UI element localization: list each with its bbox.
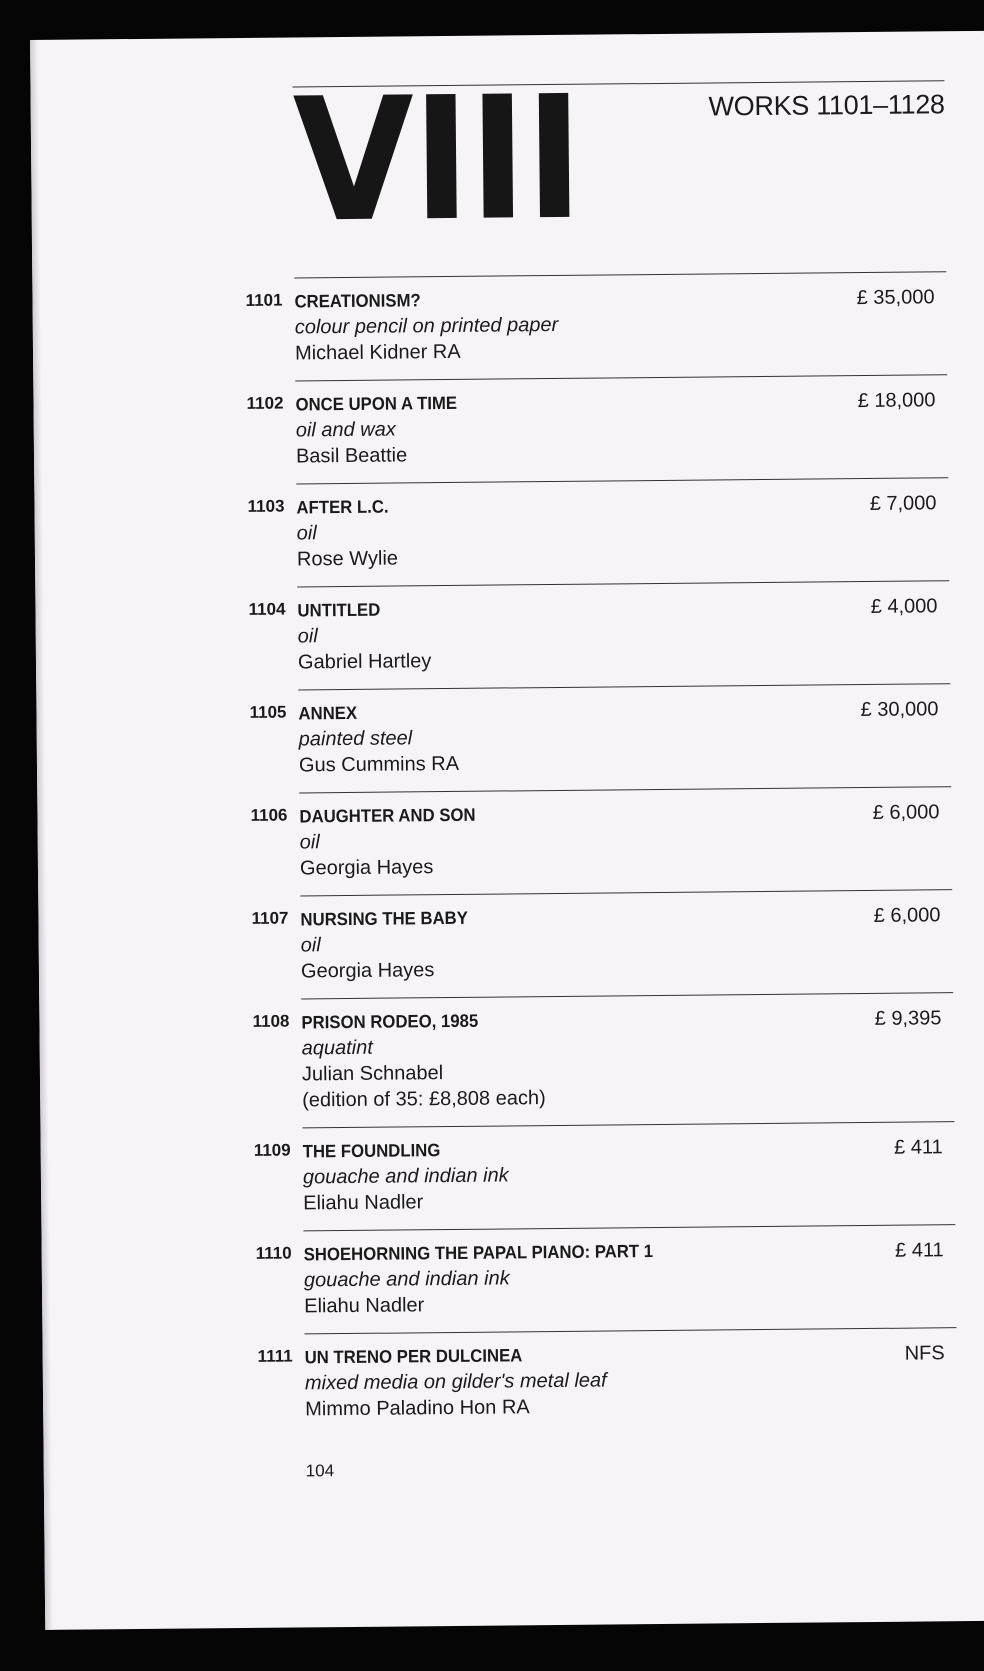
work-artist: Eliahu Nadler — [303, 1191, 424, 1215]
work-entry-1101 — [245, 271, 947, 380]
work-number: 1109 — [253, 1140, 291, 1160]
work-title: THE FOUNDLING — [302, 1140, 441, 1162]
works-list — [32, 271, 984, 1439]
work-price: £ 9,395 — [874, 1007, 942, 1030]
work-price: £ 6,000 — [872, 801, 940, 824]
work-entry-1105 — [249, 683, 951, 792]
work-medium: gouache and indian ink — [302, 1164, 509, 1189]
work-price: NFS — [904, 1342, 945, 1365]
work-medium: oil — [297, 625, 318, 648]
work-entry-1111 — [257, 1327, 957, 1436]
work-entry-1104 — [248, 580, 950, 689]
work-number: 1102 — [246, 393, 284, 413]
work-title: ONCE UPON A TIME — [295, 392, 458, 415]
work-medium: oil — [296, 522, 317, 545]
work-title: NURSING THE BABY — [300, 907, 468, 930]
work-price: £ 30,000 — [860, 698, 939, 722]
work-medium: oil — [300, 934, 321, 957]
work-title: CREATIONISM? — [294, 290, 421, 312]
work-artist: Basil Beattie — [295, 444, 408, 468]
work-number: 1103 — [247, 496, 285, 516]
work-artist: Michael Kidner RA — [294, 340, 461, 365]
work-medium: gouache and indian ink — [303, 1267, 510, 1292]
work-medium: oil and wax — [295, 418, 396, 442]
work-number: 1107 — [251, 908, 289, 928]
work-number: 1106 — [250, 805, 288, 825]
work-artist: Mimmo Paladino Hon RA — [305, 1396, 530, 1421]
work-title: AFTER L.C. — [296, 496, 389, 518]
work-price: £ 18,000 — [857, 389, 936, 413]
work-title: DAUGHTER AND SON — [299, 804, 476, 827]
work-price: £ 6,000 — [873, 904, 941, 927]
work-artist: Georgia Hayes — [299, 856, 434, 880]
work-number: 1111 — [257, 1346, 293, 1366]
work-medium: aquatint — [301, 1036, 373, 1060]
work-entry-1110 — [255, 1224, 956, 1333]
work-title: UNTITLED — [297, 599, 381, 621]
section-numeral: VIII — [292, 59, 583, 261]
page-number: 104 — [305, 1461, 335, 1481]
work-artist: Gus Cummins RA — [298, 752, 460, 777]
catalogue-page — [30, 31, 984, 1630]
work-entry-1106 — [250, 786, 952, 895]
work-artist: Eliahu Nadler — [304, 1294, 425, 1318]
work-artist: Gabriel Hartley — [297, 650, 432, 674]
work-medium: mixed media on gilder's metal leaf — [304, 1369, 607, 1395]
work-number: 1101 — [245, 290, 283, 310]
work-title: UN TRENO PER DULCINEA — [304, 1345, 523, 1368]
work-edition-note: (edition of 35: £8,808 each) — [302, 1087, 546, 1112]
work-price: £ 35,000 — [856, 286, 935, 310]
section-title: WORKS 1101–1128 — [708, 89, 945, 122]
work-title: SHOEHORNING THE PAPAL PIANO: PART 1 — [303, 1241, 654, 1265]
work-artist: Julian Schnabel — [301, 1062, 444, 1086]
work-number: 1105 — [249, 702, 287, 722]
work-entry-1109 — [253, 1121, 955, 1230]
work-artist: Rose Wylie — [296, 547, 399, 571]
work-artist: Georgia Hayes — [300, 959, 435, 983]
work-number: 1108 — [252, 1011, 290, 1031]
work-title: PRISON RODEO, 1985 — [301, 1010, 479, 1033]
work-entry-1102 — [246, 374, 948, 483]
work-title: ANNEX — [298, 702, 358, 724]
work-number: 1104 — [248, 599, 286, 619]
work-price: £ 7,000 — [869, 492, 937, 515]
work-entry-1107 — [251, 889, 953, 998]
work-price: £ 411 — [894, 1239, 944, 1262]
work-medium: oil — [299, 831, 320, 854]
work-entry-1108 — [252, 992, 954, 1127]
work-price: £ 411 — [893, 1136, 943, 1159]
work-entry-1103 — [247, 477, 949, 586]
work-number: 1110 — [255, 1243, 292, 1263]
work-medium: colour pencil on printed paper — [294, 313, 559, 339]
work-price: £ 4,000 — [870, 595, 938, 618]
work-medium: painted steel — [298, 727, 413, 751]
